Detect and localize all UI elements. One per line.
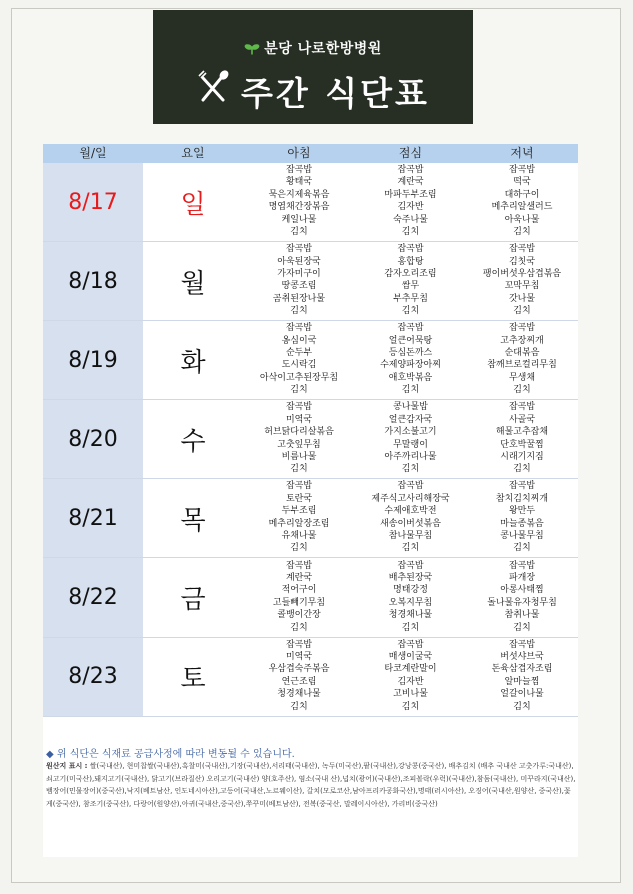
menu-title: 주간 식단표 — [241, 74, 430, 113]
menu-item: 김자반 — [397, 202, 424, 213]
menu-item: 팽이버섯우삼겹볶음 — [482, 268, 562, 279]
menu-item: 마파두부조림 — [384, 189, 437, 200]
header-lunch: 점심 — [398, 146, 423, 160]
menu-item: 파개장 — [508, 572, 536, 583]
menu-item: 가지소불고기 — [384, 427, 437, 438]
menu-item: 김치 — [513, 306, 531, 317]
menu-item: 새송이버섯볶음 — [380, 518, 441, 529]
menu-item: 참깨브로컬리무침 — [487, 360, 557, 371]
menu-item: 제주식고사리해장국 — [371, 493, 450, 504]
menu-item: 사골국 — [508, 414, 536, 425]
table-row — [43, 242, 578, 321]
menu-item: 김치 — [513, 622, 531, 633]
menu-item: 김치 — [401, 701, 420, 712]
menu-item: 김치 — [290, 306, 308, 317]
dinner-cell — [466, 163, 578, 241]
breakfast-cell — [243, 638, 355, 716]
table-row — [43, 400, 578, 479]
origin-text: 쌀(국내산), 현미찹쌀(국내산),흑찰미(국내산),기장(국내산),서리태(국내산), 녹두(미국산),팥(국내산),강낭콩(중국산), 배추김치 (배추 국내산 고춧가루:국내산),쇠고기(미국산),돼지고기(국내산), 닭고기(브라질산) 오리고기(국내산) 양(호주산), 염소(국내 산),넙치(광어)(국내산),조피볼락(우럭)(국내산),참돔(국내산), 미꾸라지(국내산),뱀장어(민물장어)(중국산),낙지(베트남산, 인도네시아산),고등어(국내산,노르웨이산), 갈치(모로코산,남아프리카공화국산),명태(러시아산), 오징어(국내산,원양산, 중국산),꽃게(중국산), 참조기(중국산), 다랑어(원양산),아귀(국내산,중국산),쭈꾸미(베트남산), 전복(중국산, 말레이시아산), 가리비(중국산) — [46, 762, 576, 808]
hospital-name-text: 분당 나로한방병원 — [264, 41, 382, 57]
menu-item: 돈육삼겹자조림 — [491, 664, 553, 675]
dinner-cell — [466, 321, 578, 399]
fork-spoon-icon — [195, 68, 233, 106]
day-cell: 화 — [180, 347, 206, 378]
menu-item: 순두부 — [285, 348, 313, 358]
menu-item: 감자오리조림 — [384, 268, 437, 279]
menu-item: 왕만두 — [508, 506, 536, 517]
menu-item: 유채나물 — [281, 531, 317, 542]
menu-item: 적어구이 — [281, 585, 317, 596]
menu-item: 청경채나물 — [388, 610, 433, 621]
menu-item: 잡곡밥 — [508, 402, 536, 413]
menu-item: 미역국 — [285, 414, 313, 425]
hospital-name — [153, 38, 473, 58]
table-row — [43, 479, 578, 558]
menu-item: 황태국 — [285, 177, 313, 188]
menu-item: 잡곡밥 — [508, 165, 536, 175]
dinner-cell — [466, 638, 578, 716]
header-day: 요일 — [181, 146, 205, 160]
table-row — [43, 163, 578, 242]
date-cell: 8/17 — [68, 189, 118, 215]
menu-item: 오복지무침 — [388, 597, 433, 608]
dinner-cell — [466, 479, 578, 557]
header-date: 월/일 — [79, 146, 107, 160]
menu-item: 김칫국 — [508, 256, 536, 267]
menu-item: 잡곡밥 — [397, 165, 424, 175]
menu-item: 두부조림 — [281, 506, 317, 517]
menu-item: 아삭이고추된장무침 — [259, 372, 339, 383]
menu-item: 잡곡밥 — [397, 639, 424, 650]
notice-text: ◆ 위 식단은 식재료 공급사정에 따라 변동될 수 있습니다. — [46, 749, 295, 760]
menu-item: 타코계란말이 — [384, 664, 437, 675]
origin-label: 원산지 표시 : — [46, 762, 88, 770]
menu-item: 숙주나물 — [393, 214, 428, 225]
menu-item: 무생채 — [508, 372, 536, 383]
menu-item: 토란국 — [285, 493, 313, 504]
menu-item: 미역국 — [285, 652, 313, 662]
day-cell: 일 — [180, 189, 206, 220]
header-breakfast: 아침 — [287, 146, 311, 160]
lunch-cell — [355, 638, 466, 716]
menu-item: 얼큰어묵탕 — [388, 335, 433, 346]
menu-item: 메추리알장조림 — [268, 518, 330, 529]
date-cell: 8/20 — [68, 426, 118, 452]
lunch-cell — [355, 242, 466, 320]
breakfast-cell — [243, 242, 355, 320]
dinner-cell — [466, 559, 578, 637]
menu-item: 곰취된장나물 — [272, 293, 326, 304]
menu-item: 잡곡밥 — [285, 560, 313, 571]
menu-item: 잡곡밥 — [508, 639, 536, 650]
menu-item: 김치 — [401, 385, 420, 396]
day-cell: 토 — [180, 664, 206, 695]
dinner-cell — [466, 242, 578, 320]
menu-item: 참치김치찌개 — [495, 493, 549, 504]
lunch-cell — [355, 321, 466, 399]
menu-item: 김치 — [290, 622, 308, 633]
menu-item: 수제애호박전 — [384, 506, 437, 517]
lunch-cell — [355, 400, 466, 478]
table-row — [43, 321, 578, 400]
menu-item: 잡곡밥 — [397, 244, 424, 255]
menu-item: 아욱된장국 — [277, 256, 321, 267]
header-dinner: 저녁 — [510, 146, 534, 160]
menu-item: 쌈무 — [401, 281, 420, 292]
menu-item: 순대볶음 — [504, 348, 540, 358]
date-cell: 8/22 — [68, 585, 118, 611]
menu-item: 홍합탕 — [397, 256, 424, 267]
menu-item: 알마늘찜 — [504, 676, 540, 687]
title-banner — [153, 10, 473, 124]
menu-item: 잡곡밥 — [285, 244, 313, 255]
menu-item: 잡곡밥 — [285, 323, 313, 334]
date-cell: 8/23 — [68, 664, 118, 690]
menu-item: 연근조림 — [281, 676, 317, 687]
menu-item: 도시락김 — [281, 360, 317, 371]
menu-item: 아롱사태찜 — [500, 585, 544, 596]
leaf-logo-icon — [244, 43, 260, 55]
lunch-cell — [355, 163, 466, 241]
menu-item: 묵은지제육볶음 — [268, 189, 330, 200]
menu-item: 김치 — [513, 701, 531, 712]
menu-item: 버섯샤브국 — [500, 652, 544, 662]
menu-item: 마늘종볶음 — [500, 518, 544, 529]
menu-item: 잡곡밥 — [285, 402, 313, 413]
table-row — [43, 638, 578, 717]
menu-item: 김자반 — [397, 676, 424, 687]
menu-item: 김치 — [401, 622, 420, 633]
day-cell: 월 — [180, 268, 206, 299]
menu-item: 잡곡밥 — [285, 165, 313, 175]
menu-item: 우삼겹숙주볶음 — [268, 664, 330, 675]
menu-item: 계란국 — [285, 572, 313, 583]
menu-item: 잡곡밥 — [508, 323, 536, 334]
menu-item: 얼갈이나물 — [500, 689, 544, 700]
menu-item: 참취나물 — [504, 610, 540, 621]
menu-item: 콩나물무침 — [500, 531, 544, 542]
menu-item: 김치 — [290, 227, 308, 238]
dinner-cell — [466, 400, 578, 478]
menu-item: 비름나물 — [281, 451, 317, 462]
menu-item: 명엽채간장볶음 — [268, 202, 330, 213]
menu-item: 허브닭다리살볶음 — [264, 427, 334, 438]
menu-item: 대하구이 — [504, 189, 540, 200]
menu-item: 아주까리나물 — [384, 451, 437, 462]
menu-item: 메추리알샐러드 — [491, 202, 553, 213]
day-cell: 수 — [180, 426, 206, 457]
breakfast-cell — [243, 400, 355, 478]
lunch-cell — [355, 559, 466, 637]
menu-item: 김치 — [401, 227, 420, 238]
menu-item: 명태강정 — [393, 585, 428, 596]
menu-item: 시래기지짐 — [500, 451, 544, 462]
menu-item: 김치 — [513, 543, 531, 554]
menu-item: 땅콩조림 — [281, 281, 317, 292]
breakfast-cell — [243, 163, 355, 241]
menu-item: 매생이굴국 — [388, 652, 433, 662]
menu-item: 잡곡밥 — [397, 481, 424, 492]
menu-item: 옹심이국 — [281, 335, 317, 346]
menu-item: 돌나물유자청무침 — [487, 597, 557, 608]
menu-item: 얼큰감자국 — [388, 414, 433, 425]
day-cell: 목 — [180, 505, 206, 536]
menu-item: 콜뱅이간장 — [277, 610, 321, 621]
menu-item: 김치 — [290, 385, 308, 396]
menu-item: 잡곡밥 — [508, 481, 536, 492]
table-row — [43, 559, 578, 638]
menu-item: 해물고추잡채 — [495, 427, 549, 438]
menu-item: 잡곡밥 — [508, 560, 536, 571]
menu-item: 김치 — [513, 464, 531, 475]
origin-info — [46, 760, 576, 810]
menu-item: 잡곡밥 — [285, 481, 313, 492]
menu-item: 계란국 — [397, 177, 424, 188]
menu-item: 콩나물밥 — [393, 402, 428, 413]
breakfast-cell — [243, 321, 355, 399]
menu-item: 고들빼기무침 — [272, 597, 326, 608]
menu-item: 단호박꿀찜 — [500, 439, 544, 450]
menu-item: 잡곡밥 — [285, 639, 313, 650]
menu-item: 배추된장국 — [388, 572, 433, 583]
table-header — [43, 144, 578, 163]
date-cell: 8/19 — [68, 347, 118, 373]
day-cell: 금 — [180, 585, 206, 616]
menu-item: 꼬막무침 — [504, 281, 540, 292]
menu-item: 고비나물 — [393, 689, 428, 700]
breakfast-cell — [243, 559, 355, 637]
menu-item: 김치 — [401, 543, 420, 554]
menu-item: 갓나물 — [508, 293, 536, 304]
menu-item: 등심돈까스 — [388, 348, 433, 358]
breakfast-cell — [243, 479, 355, 557]
menu-item: 김치 — [290, 543, 308, 554]
menu-item: 김치 — [401, 464, 420, 475]
menu-item: 무말랭이 — [393, 439, 428, 450]
menu-item: 고추장찌개 — [500, 335, 544, 346]
menu-item: 김치 — [290, 701, 308, 712]
menu-item: 잡곡밥 — [397, 323, 424, 334]
menu-item: 잡곡밥 — [508, 244, 536, 255]
menu-item: 김치 — [290, 464, 308, 475]
menu-item: 가자미구이 — [277, 268, 321, 279]
menu-item: 잡곡밥 — [397, 560, 424, 571]
menu-item: 애호박볶음 — [388, 372, 433, 383]
menu-item: 부추무침 — [393, 293, 428, 304]
menu-item: 케일나물 — [281, 214, 317, 225]
menu-item: 김치 — [401, 306, 420, 317]
menu-item: 김치 — [513, 385, 531, 396]
menu-item: 아욱나물 — [504, 214, 540, 225]
menu-item: 김치 — [513, 227, 531, 238]
lunch-cell — [355, 479, 466, 557]
date-cell: 8/21 — [68, 505, 118, 531]
menu-item: 청경채나물 — [277, 689, 321, 700]
menu-item: 참나물무침 — [388, 531, 433, 542]
menu-item: 수제양파장아찌 — [380, 360, 441, 371]
date-cell: 8/18 — [68, 268, 118, 294]
menu-item: 떡국 — [513, 177, 531, 188]
menu-item: 고춧잎무침 — [277, 439, 321, 450]
